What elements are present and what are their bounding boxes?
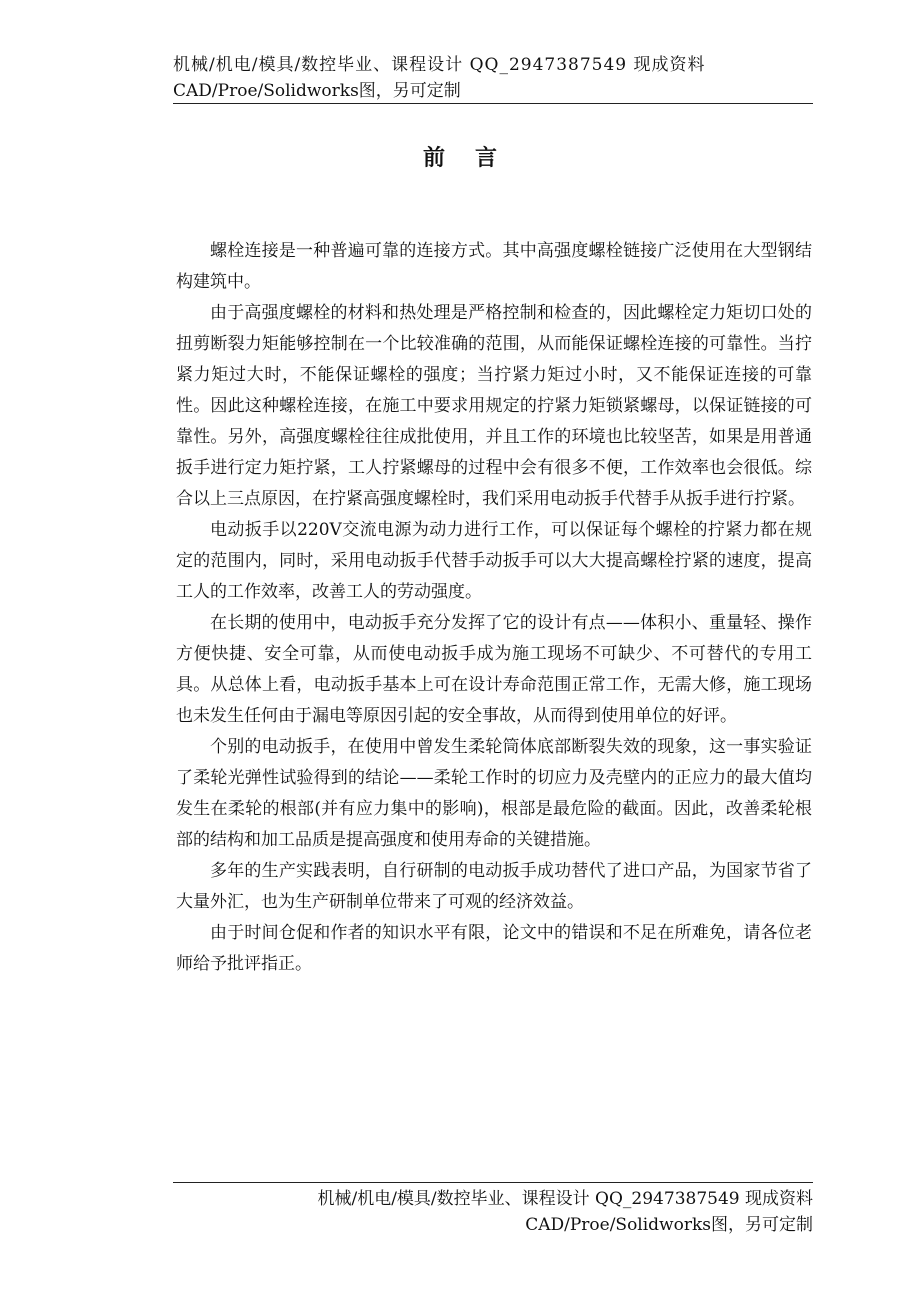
paragraph: 在长期的使用中，电动扳手充分发挥了它的设计有点——体积小、重量轻、操作方便快捷、安全可靠，从而使电动扳手成为施工现场不可缺少、不可替代的专用工具。从总体上看，电动扳手基本上可在设计寿命范围正常工作，无需大修，施工现场也未发生任何由于漏电等原因引起的安全事故，从而得到使用单位的好评。 bbox=[176, 613, 812, 726]
footer-divider bbox=[173, 1182, 813, 1183]
header-divider bbox=[173, 103, 813, 104]
header-line-2: CAD/Proe/Solidworks图，另可定制 bbox=[173, 81, 461, 101]
paragraph: 由于高强度螺栓的材料和热处理是严格控制和检查的，因此螺栓定力矩切口处的扭剪断裂力矩能够控制在一个比较准确的范围，从而能保证螺栓连接的可靠性。当拧紧力矩过大时，不能保证螺栓的强度；当拧紧力矩过小时，又不能保证连接的可靠性。因此这种螺栓连接，在施工中要求用规定的拧紧力矩锁紧螺母，以保证链接的可靠性。另外，高强度螺栓往往成批使用，并且工作的环境也比较坚苦，如果是用普通扳手进行定力矩拧紧，工人拧紧螺母的过程中会有很多不便，工作效率也会很低。综合以上三点原因，在拧紧高强度螺栓时，我们采用电动扳手代替手从扳手进行拧紧。 bbox=[176, 303, 812, 509]
paragraph: 电动扳手以220V交流电源为动力进行工作，可以保证每个螺栓的拧紧力都在规定的范围内，同时，采用电动扳手代替手动扳手可以大大提高螺栓拧紧的速度，提高工人的工作效率，改善工人的劳动强度。 bbox=[176, 520, 812, 602]
paragraph: 螺栓连接是一种普遍可靠的连接方式。其中高强度螺栓链接广泛使用在大型钢结构建筑中。 bbox=[176, 241, 812, 292]
paragraph: 多年的生产实践表明，自行研制的电动扳手成功替代了进口产品，为国家节省了大量外汇，也为生产研制单位带来了可观的经济效益。 bbox=[176, 861, 812, 912]
footer-line-1: 机械/机电/模具/数控毕业、课程设计 QQ_2947387549 现成资料 bbox=[317, 1189, 813, 1209]
paragraph: 个别的电动扳手，在使用中曾发生柔轮筒体底部断裂失效的现象，这一事实验证了柔轮光弹性试验得到的结论——柔轮工作时的切应力及壳壁内的正应力的最大值均发生在柔轮的根部(并有应力集中的影响)，根部是最危险的截面。因此，改善柔轮根部的结构和加工品质是提高强度和使用寿命的关键措施。 bbox=[176, 737, 812, 850]
header-line-1: 机械/机电/模具/数控毕业、课程设计 QQ_2947387549 现成资料 bbox=[173, 55, 706, 75]
page-footer bbox=[173, 1186, 813, 1238]
footer-line-2: CAD/Proe/Solidworks图，另可定制 bbox=[525, 1215, 813, 1235]
page-title: 前言 bbox=[422, 145, 527, 171]
paragraph: 由于时间仓促和作者的知识水平有限，论文中的错误和不足在所难免，请各位老师给予批评指正。 bbox=[176, 923, 812, 974]
body-text bbox=[176, 236, 812, 980]
page-header bbox=[173, 52, 813, 104]
